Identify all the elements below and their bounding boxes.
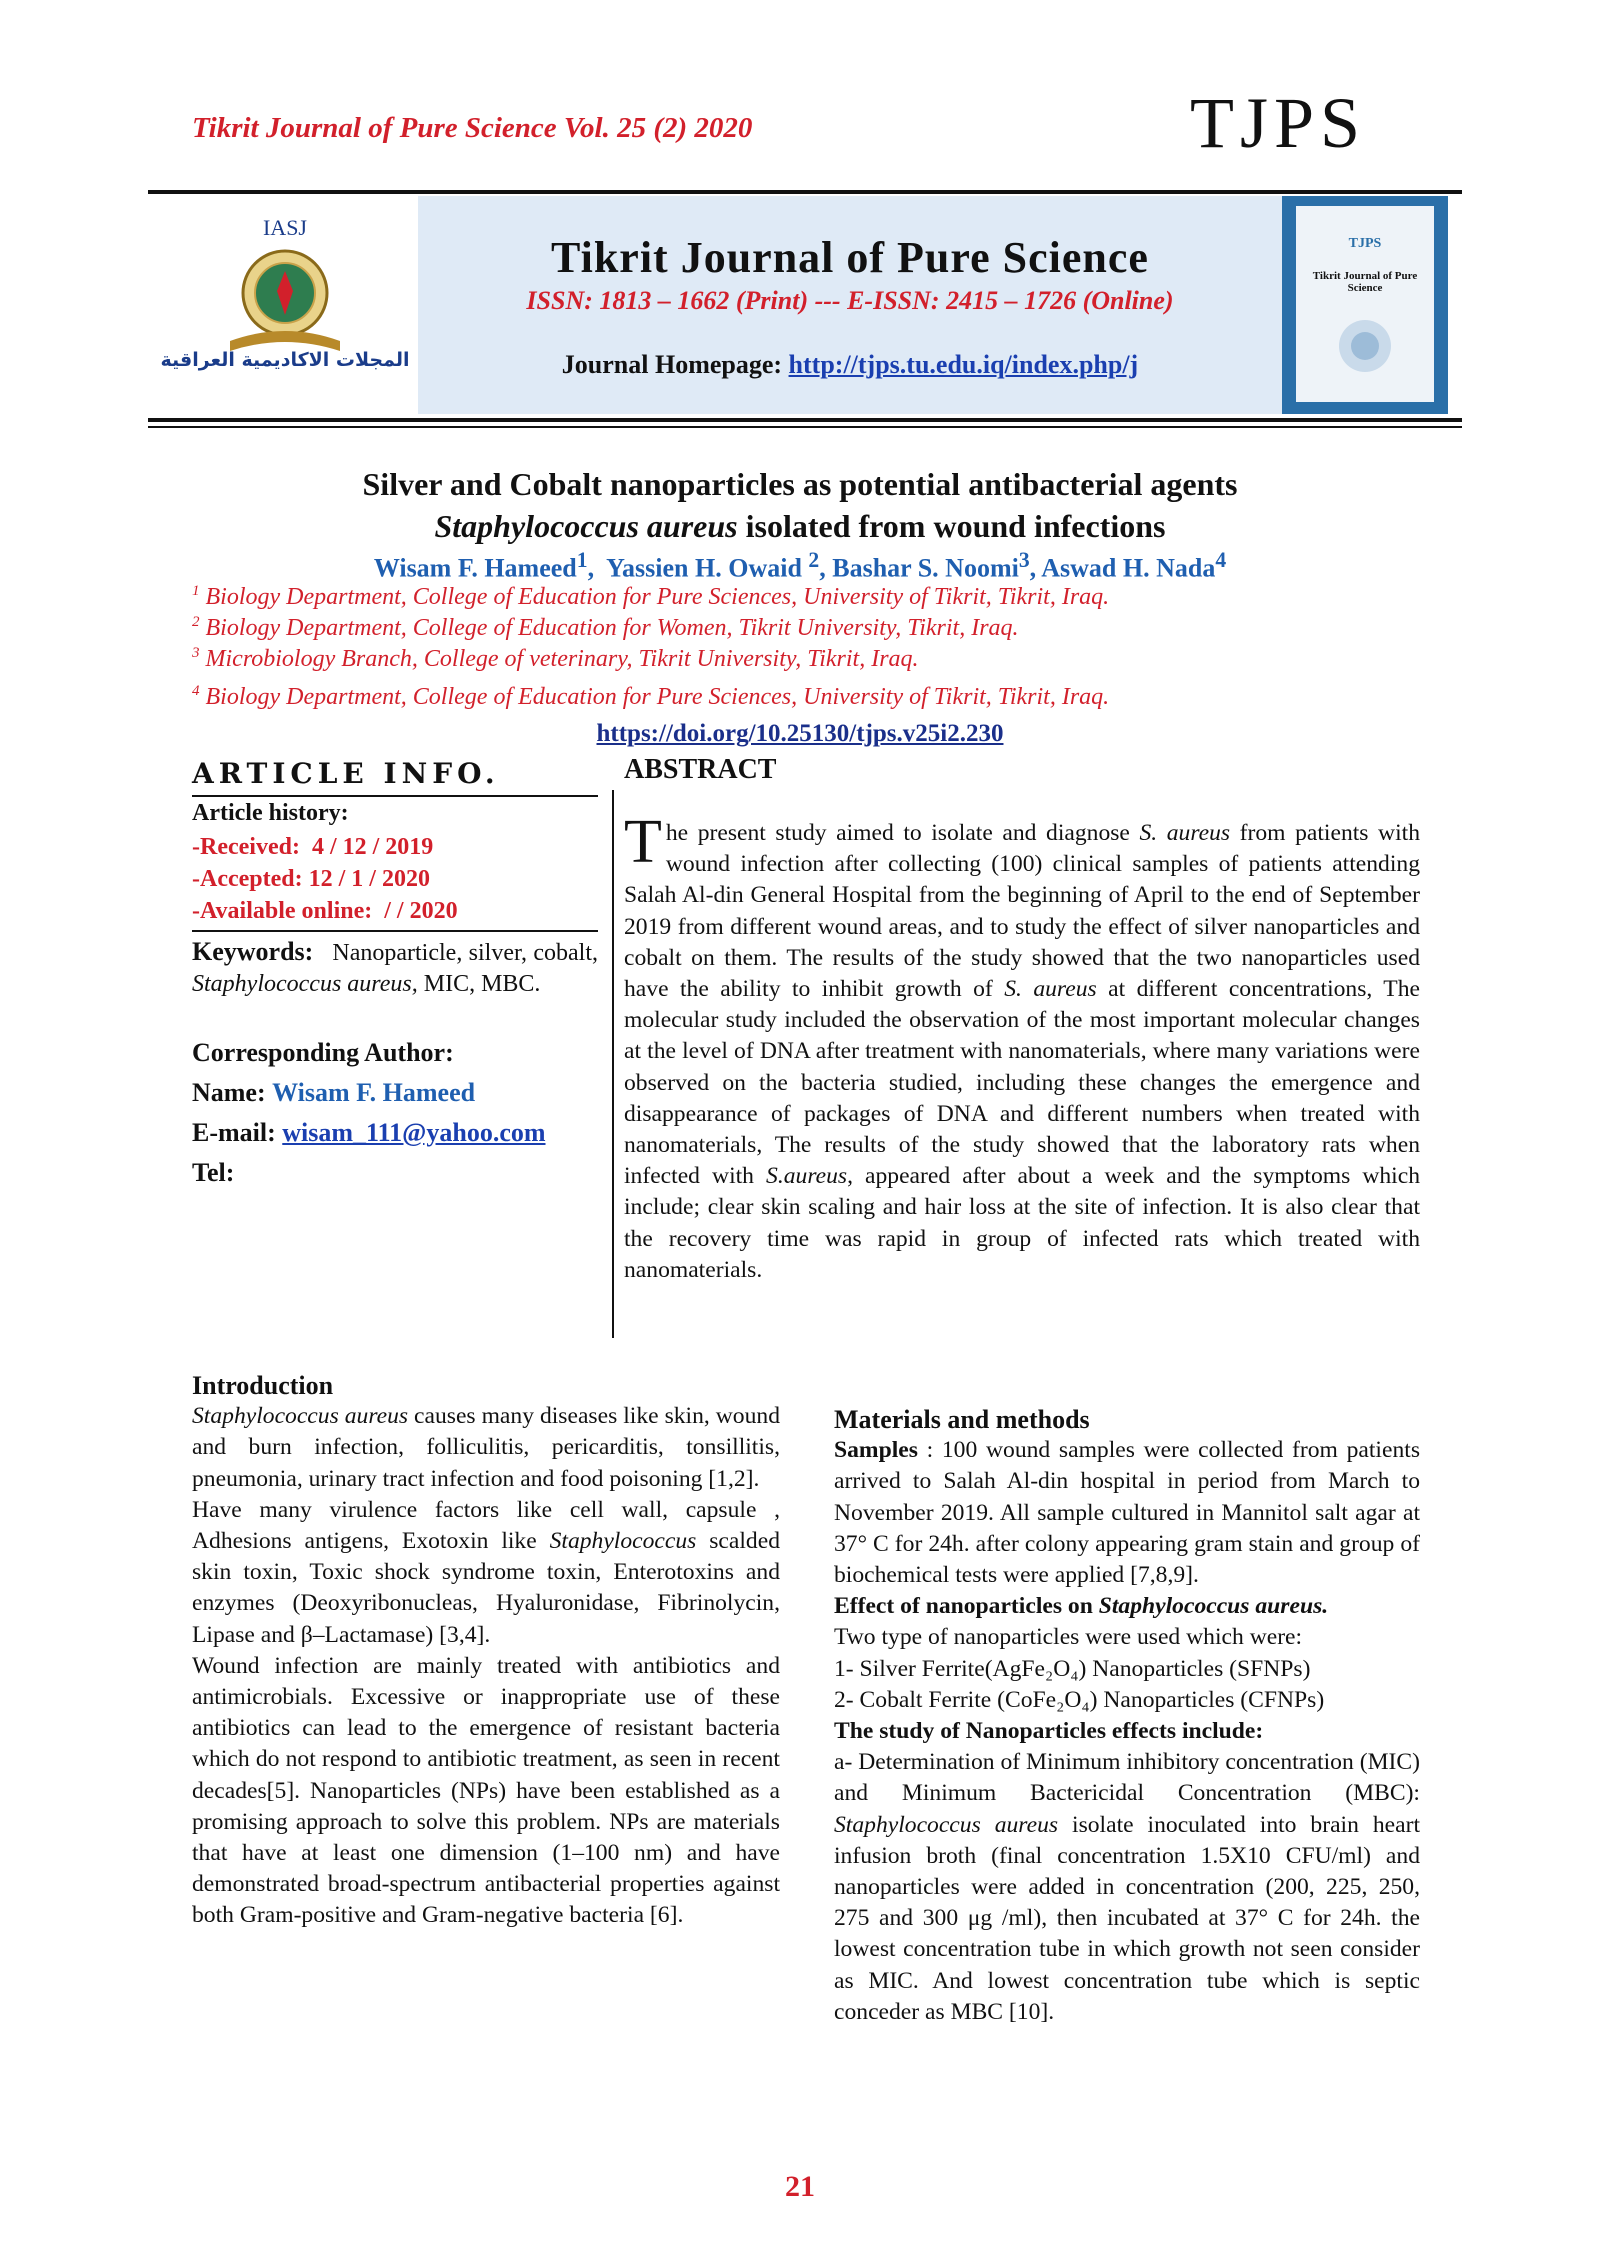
- intro-p1-italic: Staphylococcus aureus: [192, 1403, 409, 1430]
- name-label: Name:: [192, 1078, 266, 1107]
- received-label: -Received:: [192, 834, 300, 860]
- homepage-link[interactable]: http://tjps.tu.edu.iq/index.php/j: [788, 350, 1139, 379]
- iasj-logo: [160, 215, 410, 385]
- author-4-sup: 4: [1215, 548, 1227, 572]
- history-label-text: Article history:: [192, 800, 349, 826]
- abstract-body: [624, 808, 1420, 1286]
- email-link[interactable]: wisam_111@yahoo.com: [282, 1118, 546, 1147]
- abstract-italic-3: S.aureus: [766, 1163, 848, 1190]
- intro-paragraph-2: [192, 1495, 780, 1651]
- affiliation-1-text: Biology Department, College of Education for Pure Sciences, University of Tikrit, Tikrit, Iraq.: [205, 584, 1110, 610]
- email-label: E-mail:: [192, 1118, 276, 1147]
- abstract-text-2: from patients with wound infection after collecting (100) clinical samples of patients attending Salah Al-din General Hospital from the beginning of April to the end of September 2019 from different wound areas, and to study the effect of silver nanoparticles and cobalt on them. The results of the study showed that the two nanoparticles used have the ability to inhibit growth of: [624, 820, 1420, 1003]
- keywords-text: Nanoparticle, silver, cobalt,: [332, 940, 599, 966]
- doi: [0, 720, 1600, 748]
- affiliation-3: [192, 645, 919, 673]
- email-row: [192, 1118, 598, 1148]
- accepted-value: 12 / 1 / 2020: [308, 866, 430, 892]
- mic-organism: Staphylococcus aureus: [834, 1811, 1059, 1838]
- samples-paragraph: [834, 1435, 1420, 1591]
- nanoparticle-item-1: 1- Silver Ferrite(AgFe₂O₄) Nanoparticles (SFNPs): [834, 1655, 1311, 1682]
- affiliation-1-sup: 1: [192, 583, 200, 599]
- affiliation-3-text: Microbiology Branch, College of veterinary, Tikrit University, Tikrit, Iraq.: [205, 646, 919, 672]
- affiliation-3-sup: 3: [192, 645, 200, 661]
- mic-paragraph: [834, 1747, 1420, 2028]
- author-2-sup: 2: [808, 548, 820, 572]
- two-types-line: Two type of nanoparticles were used which were:: [834, 1624, 1303, 1651]
- tel-row: [192, 1158, 598, 1188]
- article-history-label: [192, 800, 598, 827]
- article-title-line1: Silver and Cobalt nanoparticles as potential antibacterial agents: [362, 466, 1238, 502]
- journal-name: Tikrit Journal of Pure Science: [551, 233, 1149, 282]
- affiliation-4-text: Biology Department, College of Education for Pure Sciences, University of Tikrit, Tikrit, Iraq.: [205, 684, 1110, 710]
- abstract-text-4: , appeared after about a week and the symptoms which include; clear skin scaling and hair loss at the site of infection. It is also clear that the recovery time was rapid in group of infected rats which treated with nanomaterials.: [624, 1163, 1420, 1283]
- intro-paragraph-1: [192, 1401, 780, 1495]
- mic-text-2: isolate inoculated into brain heart infusion broth (final concentration 1.5X10 CFU/ml) and nanoparticles were added in concentration (200, 225, 250, 275 and 300 μg /ml), then incubated at 37° C for 24h. the lowest concentration tube in which growth not seen consider as MIC. And lowest concentration tube which is septic conceder as MBC [10].: [834, 1811, 1420, 2025]
- received-value: 4 / 12 / 2019: [311, 834, 434, 860]
- corresponding-label-text: Corresponding Author:: [192, 1038, 454, 1067]
- effect-organism: Staphylococcus aureus.: [1098, 1593, 1329, 1620]
- title-organism: Staphylococcus aureus: [434, 508, 738, 544]
- affiliation-2-text: Biology Department, College of Education for Women, Tikrit University, Tikrit, Iraq.: [205, 615, 1019, 641]
- info-mid-rule: [192, 930, 598, 932]
- study-subheading: [834, 1716, 1420, 1747]
- keywords-italic: Staphylococcus aureus,: [192, 971, 418, 997]
- abstract-dropcap: T: [624, 808, 662, 876]
- abstract-side-rule: [612, 790, 614, 1338]
- received-date: [192, 834, 598, 861]
- affiliation-2-sup: 2: [192, 614, 200, 630]
- intro-p2-text-a: Have many virulence factors like cell wall, capsule , Adhesions antigens, Exotoxin like: [192, 1496, 780, 1555]
- author-3: Bashar S. Noomi: [832, 553, 1019, 583]
- article-title-line2: [0, 508, 1600, 545]
- affiliation-1: [192, 583, 1109, 611]
- author-3-sup: 3: [1018, 548, 1030, 572]
- methods-column: [834, 1404, 1420, 2028]
- abstract-text-3: at different concentrations, The molecular study included the observation of the most important molecular changes at the level of DNA after treatment with nanomaterials, where many variations were observed on the bacteria studied, including these changes the emergence and disappearance of packages of DNA and different numbers when treated with nanomaterials, The results of the study showed that the laboratory rats when infected with: [624, 976, 1420, 1190]
- samples-text: : 100 wound samples were collected from patients arrived to Salah Al-din hospital in period from March to November 2019. All sample cultured in Mannitol salt agar at 37° C for 24h. after colony appearing gram stain and group of biochemical tests were applied [7,8,9].: [834, 1437, 1420, 1589]
- homepage-label: Journal Homepage:: [561, 350, 789, 379]
- samples-label: Samples: [834, 1437, 918, 1464]
- author-4: Aswad H. Nada: [1041, 553, 1216, 583]
- iasj-arabic-label: المجلات الاكاديمية العراقية: [160, 349, 410, 371]
- available-value: / / 2020: [384, 898, 458, 924]
- article-info-heading: ARTICLE INFO.: [192, 757, 500, 790]
- author-1: Wisam F. Hameed: [373, 553, 577, 583]
- journal-homepage: [418, 350, 1282, 380]
- affiliation-2: [192, 614, 1019, 642]
- author-2: Yassien H. Owaid: [606, 553, 802, 583]
- author-1-sup: 1: [576, 548, 588, 572]
- intro-p2-italic: Staphylococcus: [549, 1528, 697, 1555]
- cover-subtitle: Tikrit Journal of Pure Science: [1312, 270, 1418, 294]
- keywords: [192, 936, 598, 1000]
- cover-page: [1296, 206, 1434, 402]
- study-label: The study of Nanoparticles effects include:: [834, 1718, 1264, 1745]
- corresponding-author-label: [192, 1038, 598, 1068]
- introduction-heading: Introduction: [192, 1371, 334, 1400]
- abstract-italic-1: S. aureus: [1139, 820, 1231, 846]
- author-list: Wisam F. Hameed$^1$, Yassien H. Owaid $^2$, Bashar S. Noomi$^3$, Aswad H. Nada$^4$: [373, 548, 1227, 583]
- cover-graphic-icon: [1296, 306, 1434, 386]
- effect-label: Effect of nanoparticles on: [834, 1593, 1099, 1620]
- journal-cover-thumbnail: [1282, 196, 1448, 414]
- name-value: Wisam F. Hameed: [272, 1078, 476, 1107]
- abstract-italic-2: S. aureus: [1004, 976, 1097, 1003]
- banner-bottom-rule-thin: [148, 426, 1462, 428]
- available-label: -Available online:: [192, 898, 373, 924]
- iasj-label: IASJ: [262, 215, 307, 240]
- journal-mark: TJPS: [1190, 83, 1367, 163]
- accepted-label: -Accepted:: [192, 866, 303, 892]
- intro-p2-text-b: scalded skin toxin, Toxic shock syndrome toxin, Enterotoxins and enzymes (Deoxyribonucleas, Hyaluronidase, Fibrinolycin, Lipase and β–Lactamase) [3,4].: [192, 1528, 780, 1648]
- affiliation-4: [192, 683, 1109, 711]
- banner-top-rule: [148, 190, 1462, 194]
- abstract-heading: ABSTRACT: [624, 754, 777, 785]
- introduction-column: [192, 1370, 780, 1932]
- iasj-emblem-icon: [200, 241, 370, 361]
- mic-text-1: a- Determination of Minimum inhibitory concentration (MIC) and Minimum Bactericidal Concentration (MBC):: [834, 1749, 1420, 1807]
- keywords-label: Keywords:: [192, 937, 314, 966]
- running-header: Tikrit Journal of Pure Science Vol. 25 (2) 2020: [192, 112, 753, 144]
- cover-title: TJPS: [1348, 236, 1382, 251]
- author-name-row: [192, 1078, 598, 1108]
- nanoparticle-item-2: 2- Cobalt Ferrite (CoFe₂O₄) Nanoparticles (CFNPs): [834, 1686, 1325, 1713]
- accepted-date: [192, 866, 598, 893]
- intro-paragraph-3: Wound infection are mainly treated with antibiotics and antimicrobials. Excessive or inappropriate use of these antibiotics can lead to the emergence of resistant bacteria which do not respond to antibiotic treatment, as seen in recent decades[5]. Nanoparticles (NPs) have been established as a promising approach to solve this problem. NPs are materials that have at least one dimension (1–100 nm) and have demonstrated broad-spectrum antibacterial properties against both Gram-positive and Gram-negative bacteria [6].: [192, 1652, 780, 1929]
- available-date: [192, 898, 598, 925]
- page-number: 21: [785, 2170, 815, 2203]
- issn: ISSN: 1813 – 1662 (Print) --- E-ISSN: 2415 – 1726 (Online): [526, 286, 1174, 315]
- keywords-end: MIC, MBC.: [417, 971, 541, 997]
- tel-label: Tel:: [192, 1158, 235, 1187]
- abstract-text-1: he present study aimed to isolate and diagnose: [665, 820, 1140, 846]
- affiliation-4-sup: 4: [192, 683, 200, 699]
- title-rest: isolated from wound infections: [737, 508, 1166, 544]
- methods-heading: Materials and methods: [834, 1405, 1090, 1434]
- intro-p1-text: causes many diseases like skin, wound and burn infection, folliculitis, pericarditis, tonsillitis, pneumonia, urinary tract infection and food poisoning [1,2].: [192, 1403, 780, 1492]
- doi-link[interactable]: https://doi.org/10.25130/tjps.v25i2.230: [596, 720, 1004, 747]
- effect-subheading: [834, 1591, 1420, 1622]
- info-top-rule: [192, 795, 598, 797]
- banner-bottom-rule: [148, 418, 1462, 422]
